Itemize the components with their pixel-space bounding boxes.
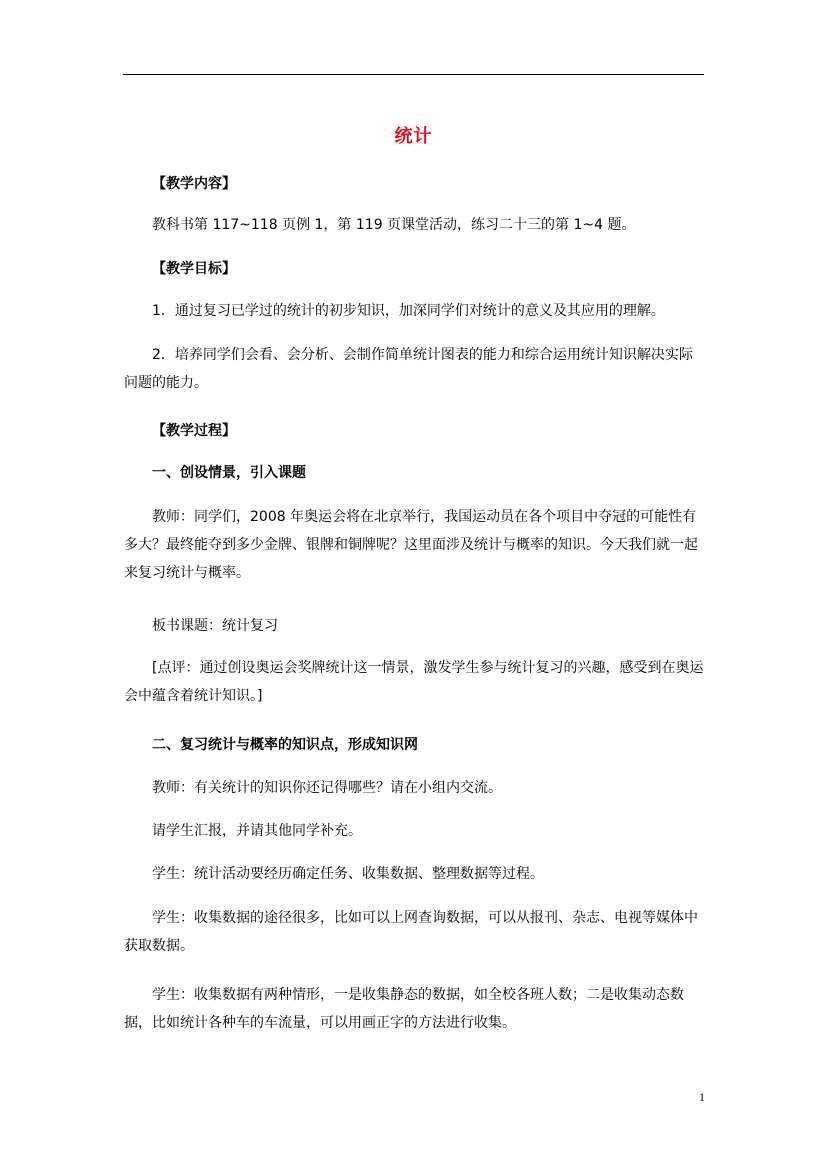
document-title: 统计	[394, 126, 433, 147]
paragraph: 2．培养同学们会看、会分析、会制作简单统计图表的能力和综合运用统计知识解决实际问题的能力。	[124, 347, 693, 391]
paragraph: 学生：收集数据的途径很多，比如可以上网查询数据，可以从报刊、杂志、电视等媒体中获取数据。	[124, 910, 698, 954]
paragraph: [点评：通过创设奥运会奖牌统计这一情景，激发学生参与统计复习的兴趣，感受到在奥运会中蕴含着统计知识。]	[124, 660, 704, 704]
page-number: 1	[699, 1090, 705, 1104]
paragraph: 板书课题：统计复习	[152, 618, 278, 634]
paragraph: 教科书第 117~118 页例 1，第 119 页课堂活动，练习二十三的第 1~4 题。	[152, 217, 636, 233]
paragraph: 教师：有关统计的知识你还记得哪些？请在小组内交流。	[152, 780, 502, 796]
paragraph: 学生：统计活动要经历确定任务、收集数据、整理数据等过程。	[152, 866, 544, 882]
section-heading-content: 【教学内容】	[152, 176, 236, 192]
header-rule	[123, 74, 704, 75]
section-heading-objectives: 【教学目标】	[152, 261, 236, 277]
subsection-heading-review: 二、复习统计与概率的知识点，形成知识网	[152, 737, 418, 753]
section-heading-process: 【教学过程】	[152, 423, 236, 439]
subsection-heading-intro: 一、创设情景，引入课题	[152, 465, 306, 481]
paragraph: 学生：收集数据有两种情形，一是收集静态的数据，如全校各班人数；二是收集动态数据，比如统计各种车的车流量，可以用画正字的方法进行收集。	[124, 987, 684, 1031]
paragraph: 教师：同学们，2008 年奥运会将在北京举行，我国运动员在各个项目中夺冠的可能性有多大？最终能夺到多少金牌、银牌和铜牌呢？这里面涉及统计与概率的知识。今天我们就一起来复习统计与概率。	[124, 509, 698, 581]
paragraph: 1．通过复习已学过的统计的初步知识，加深同学们对统计的意义及其应用的理解。	[152, 303, 665, 319]
paragraph: 请学生汇报，并请其他同学补充。	[152, 823, 362, 839]
